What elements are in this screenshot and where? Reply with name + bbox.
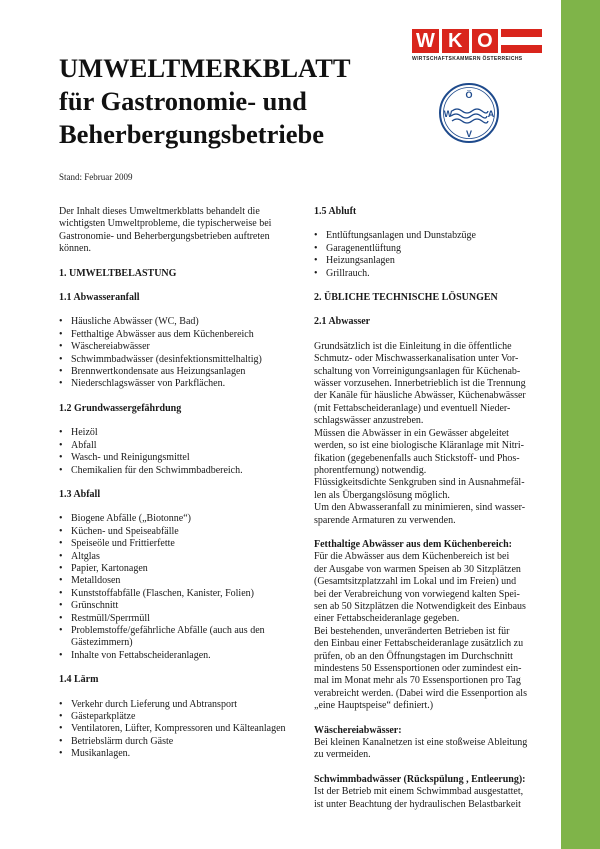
text-line: Der Inhalt dieses Umweltmerkblatts behandelt die: [59, 206, 260, 217]
list-item: • Altglas: [59, 551, 291, 563]
oewav-seal-logo: [438, 82, 500, 144]
list-item: • Biogene Abfälle („Biotonne“): [59, 513, 291, 525]
list-item: • Wäschereiabwässer: [59, 341, 291, 353]
green-side-bar: [561, 0, 600, 849]
text-line: Müssen die Abwässer in ein Gewässer abgeleitet: [314, 427, 509, 439]
list-item: • Grünschnitt: [59, 600, 291, 612]
subsection-heading-abluft: 1.5 Abluft: [314, 206, 357, 217]
text-line: „eine Hauptspeise“ definiert.): [314, 700, 434, 712]
section-heading-loesungen: 2. ÜBLICHE TECHNISCHE LÖSUNGEN: [314, 292, 498, 304]
list-item: • Garagenentlüftung: [314, 243, 546, 255]
text-line: Schmutz- oder Mischwasserkanalisation unter Vor-: [314, 353, 519, 365]
list-item: • Abfall: [59, 440, 291, 452]
text-line: mal im Monat mehr als 70 Essensportionen pro Tag: [314, 675, 521, 687]
list-abluft: [314, 230, 546, 280]
list-laerm: [59, 699, 291, 761]
heading-waeschereiabwaesser: Wäschereiabwässer:: [314, 724, 402, 736]
fett-paragraph: [314, 551, 546, 712]
text-line: ist unter Beachtung der hydraulischen Belastbarkeit: [314, 798, 521, 810]
list-item: • Fetthaltige Abwässer aus dem Küchenbereich: [59, 329, 291, 341]
list-item: • Verkehr durch Lieferung und Abtransport: [59, 699, 291, 711]
list-item: • Musikanlagen.: [59, 748, 291, 760]
list-item: • Betriebslärm durch Gäste: [59, 736, 291, 748]
text-line: wässer vorzusehen. Innerbetrieblich ist die Trennung: [314, 378, 526, 390]
heading-fetthaltige-abwaesser: Fetthaltige Abwässer aus dem Küchenbereich:: [314, 538, 512, 550]
text-line: den Einbau einer Fettabscheideranlage zusätzlich zu: [314, 638, 524, 650]
title-line: für Gastronomie- und: [59, 86, 307, 116]
list-item: • Chemikalien für den Schwimmbadbereich.: [59, 465, 291, 477]
text-line: Ist der Betrieb mit einem Schwimmbad ausgestattet,: [314, 786, 524, 798]
title-line: Beherbergungsbetriebe: [59, 119, 324, 149]
text-line: können.: [59, 243, 91, 255]
subsection-heading-laerm: 1.4 Lärm: [59, 674, 99, 686]
text-line: der Ausgabe von warmen Speisen ab 30 Sitzplätzen: [314, 563, 521, 575]
right-column: [314, 206, 546, 811]
text-line: Für die Abwässer aus dem Küchenbereich ist bei: [314, 551, 510, 563]
text-line: len als Übergangslösung möglich.: [314, 489, 450, 501]
list-item: • Kunststoffabfälle (Flaschen, Kanister, Folien): [59, 588, 291, 600]
text-line: bei der Verabreichung von vorwiegend kalten Spei-: [314, 588, 520, 600]
wko-subtitle: WIRTSCHAFTSKAMMERN ÖSTERREICHS: [412, 56, 523, 62]
list-item: • Papier, Kartonagen: [59, 563, 291, 575]
list-item: • Wasch- und Reinigungsmittel: [59, 452, 291, 464]
subsection-heading-grundwasser: 1.2 Grundwassergefährdung: [59, 402, 182, 414]
list-item: • Gästeparkplätze: [59, 711, 291, 723]
list-item: • Brennwertkondensate aus Heizungsanlagen: [59, 366, 291, 378]
title-line: UMWELTMERKBLATT: [59, 53, 351, 83]
wko-logo: [412, 29, 542, 62]
text-line: werden, so ist eine biologische Kläranlage mit Nitri-: [314, 440, 524, 452]
list-item: • Niederschlagswässer von Parkflächen.: [59, 378, 291, 390]
list-grundwasser: [59, 427, 291, 477]
text-line: fikation (gegebenenfalls auch Stickstoff- und Phos-: [314, 452, 520, 464]
text-line: prüfen, ob an den Öffnungstagen im Durchschnitt: [314, 650, 513, 662]
list-item: • Speiseöle und Frittierfette: [59, 538, 291, 550]
schwimm-paragraph: [314, 786, 546, 811]
text-line: Flüssigkeitsdichte Senkgruben sind in Ausnahmefäl-: [314, 477, 525, 489]
wko-letter-k: K: [442, 29, 469, 53]
section-heading-umweltbelastung: 1. UMWELTBELASTUNG: [59, 267, 177, 279]
list-item: • Schwimmbadwässer (desinfektionsmittelhaltig): [59, 354, 291, 366]
list-abfall: [59, 513, 291, 662]
text-line: schlagswässer anzustreben.: [314, 415, 424, 427]
text-line: zu vermeiden.: [314, 749, 371, 761]
list-abwasseranfall: [59, 316, 291, 390]
text-line: Bei kleinen Kanalnetzen ist eine stoßweise Ableitung: [314, 737, 528, 749]
text-line: phorentfernung) notwendig.: [314, 464, 427, 476]
text-line: der Kanäle für häusliche Abwässer, Küchenabwässer: [314, 390, 526, 402]
list-item: • Restmüll/Sperrmüll: [59, 613, 291, 625]
list-item: • Häusliche Abwässer (WC, Bad): [59, 316, 291, 328]
text-line: wichtigsten Umweltprobleme, die typischerweise bei: [59, 218, 272, 230]
text-line: sparende Armaturen zu verwenden.: [314, 514, 456, 526]
text-line: Bei bestehenden, unveränderten Betrieben ist für: [314, 625, 510, 637]
seal-letter: Ö: [465, 90, 473, 100]
list-item: • Inhalte von Fettabscheideranlagen.: [59, 650, 291, 662]
text-line: (mit Fettabscheideranlage) und eventuell Nieder-: [314, 402, 511, 414]
wko-letter-w: W: [412, 29, 439, 53]
text-line: schaltung von Vorreinigungsanlagen für Küchenab-: [314, 365, 521, 377]
abwasser-paragraph: [314, 341, 546, 527]
list-item: • Metalldosen: [59, 575, 291, 587]
text-line: verabreicht werden. (Dabei wird die Essenportion als: [314, 687, 527, 699]
page-title: [59, 52, 351, 151]
list-item: • Küchen- und Speiseabfälle: [59, 526, 291, 538]
text-line: Um den Abwasseranfall zu minimieren, sind wasser-: [314, 502, 526, 514]
left-column: [59, 206, 291, 761]
seal-letter: W: [443, 109, 453, 119]
text-line: mindestens 50 Essensportionen oder zumindest ein-: [314, 663, 522, 674]
list-item: • Heizungsanlagen: [314, 255, 546, 267]
text-line: Gastronomie- und Beherbergungsbetrieben auftreten: [59, 230, 270, 242]
waesche-paragraph: [314, 737, 546, 762]
wko-letter-o: O: [472, 29, 499, 53]
text-line: einer Fettabscheideranlage gegeben.: [314, 613, 460, 625]
text-line: sen ab 50 Sitzplätzen die Notwendigkeit des Einbaus: [314, 600, 526, 612]
subsection-heading-abfall: 1.3 Abfall: [59, 488, 101, 500]
text-line: (Gesamtsitzplatzzahl im Lokal und im Freien) und: [314, 576, 517, 588]
text-line: Grundsätzlich ist die Einleitung in die öffentliche: [314, 340, 512, 352]
seal-letter: V: [465, 129, 473, 139]
list-item: • Problemstoffe/gefährliche Abfälle (auch aus den Gästezimmern): [59, 625, 291, 650]
subsection-heading-abwasseranfall: 1.1 Abwasseranfall: [59, 292, 140, 304]
heading-schwimmbadwaesser: Schwimmbadwässer (Rückspülung , Entleerung):: [314, 773, 526, 785]
austrian-flag-icon: [501, 29, 542, 53]
list-item: • Ventilatoren, Lüfter, Kompressoren und Kälteanlagen: [59, 723, 291, 735]
intro-paragraph: [59, 206, 291, 256]
list-item: • Heizöl: [59, 427, 291, 439]
subsection-heading-abwasser: 2.1 Abwasser: [314, 316, 371, 328]
stand-date: Stand: Februar 2009: [59, 172, 133, 182]
list-item: • Entlüftungsanlagen und Dunstabzüge: [314, 230, 546, 242]
seal-letter: A: [487, 109, 495, 119]
list-item: • Grillrauch.: [314, 268, 546, 280]
